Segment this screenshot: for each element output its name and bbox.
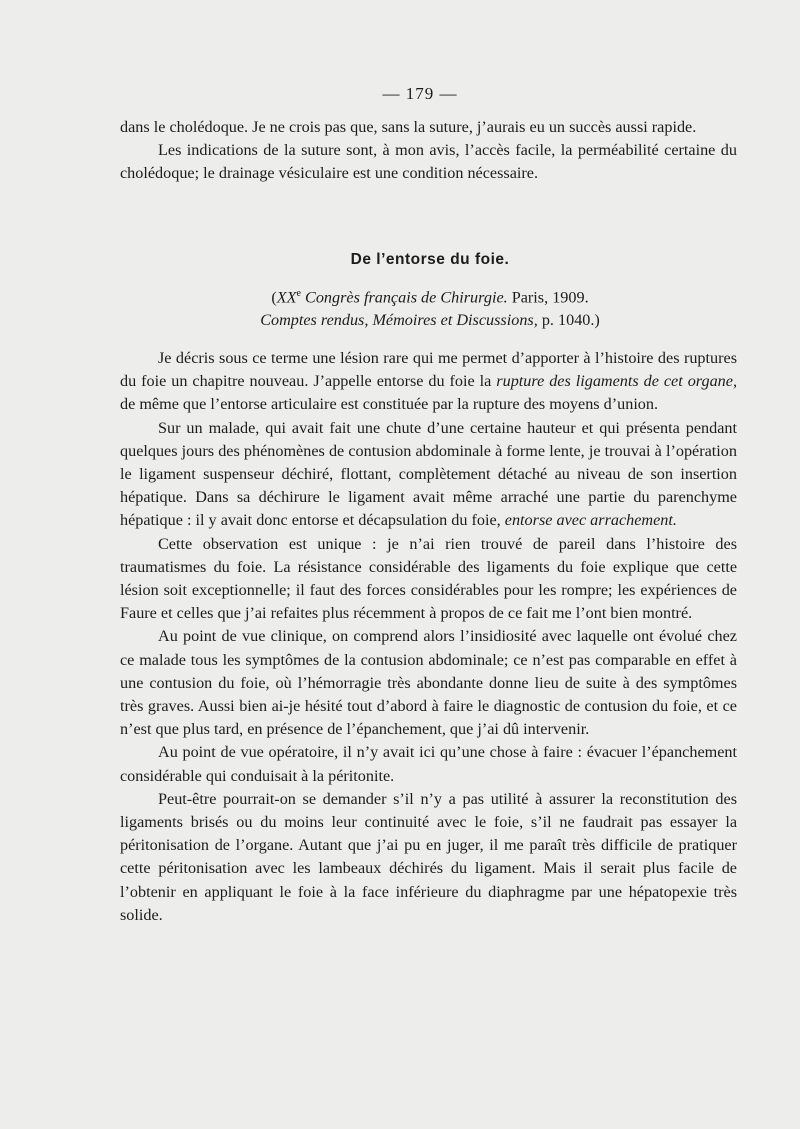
paragraph-operative: Au point de vue opératoire, il n’y avait ici qu’une chose à faire : évacuer l’épanchement considérable qui conduisait à la péritonite. [120,743,737,785]
paragraph-definition-text-end: de même que l’entorse articulaire est constituée par la rupture des moyens d’union. [120,395,659,414]
paragraph-case-text: Sur un malade, qui avait fait une chute d’une certaine hauteur et qui présenta pendant quelques jours des phénomènes de contusion abdominale à forme lente, je trouvai à l’opération le ligament suspenseur déchiré, flottant, complètement détaché au niveau de son insertion hépatique. Dans sa déchirure le ligament avait même arraché une partie du parenchyme hépatique : il y avait donc entorse et décapsulation du foie, [120,418,737,530]
paragraph-definition-text: Je décris sous ce terme une lésion rare qui me permet d’apporter à l’histoire des ruptures du foie un chapitre nouveau. J’appelle entorse du foie la [120,349,737,391]
citation-line-2 [0,309,800,332]
section-title: De l’entorse du foie. [350,251,510,268]
paragraph-clinical: Au point de vue clinique, on comprend alors l’insidiosité avec laquelle ont évolué chez ce malade tous les symptômes de la contusion abdominale; ce n’est pas comparable en effet à une contusion du foie, où l’hémorragie très abondante donne lieu de suite à des symptômes très graves. Aussi bien ai-je hésité tout d’abord à faire le diagnostic de contusion du foie, et ce n’est que plus tard, en présence de l’épanchement, que j’ai dû intervenir. [120,627,737,739]
citation-edition: XX [276,288,297,307]
paragraph-case-emphasis: entorse avec arrachement. [504,511,677,530]
paragraph-reconstitution: Peut-être pourrait-on se demander s’il n’y a pas utilité à assurer la reconstitution des ligaments brisés ou du moins leur continuité avec le foie, s’il ne faudrait pas essayer la péritonisation de l’organe. Autant que j’ai pu en juger, il me paraît très difficile de pratiquer cette péritonisation avec les lambeaux déchirés du ligament. Mais il serait plus facile de l’obtenir en appliquant le foie à la face inférieure du diaphragme par une hépatopexie très solide. [120,789,737,924]
citation-line-1 [0,282,800,309]
citation-proceedings: Comptes rendus, Mémoires et Discussions, [260,311,538,330]
citation-edition-sup: e [296,288,301,299]
paragraph-definition [120,347,737,417]
citation-congress: Congrès français de Chirurgie. [300,288,508,307]
paragraph-observation: Cette observation est unique : je n’ai rien trouvé de pareil dans l’histoire des traumatismes du foie. La résistance considérable des ligaments du foie explique que cette lésion soit exceptionnelle; il faut des forces considérables pour les rompre; les expériences de Faure et celles que j’ai refaites plus récemment à propos de ce fait me l’ont bien montré. [120,534,737,623]
citation-place-year: Paris, 1909. [507,288,589,307]
paragraph-suture-indications: Les indications de la suture sont, à mon avis, l’accès facile, la perméabilité certaine du cholédoque; le drainage vésiculaire est une condition nécessaire. [120,141,737,183]
section-citation [0,282,800,332]
citation-open-paren: ( [271,288,277,307]
citation-page-ref: p. 1040.) [537,311,600,330]
paragraph-continuation: dans le cholédoque. Je ne crois pas que, sans la suture, j’aurais eu un succès aussi rapide. [120,118,697,136]
section-body [120,347,737,927]
paragraph-definition-emphasis: rupture des ligaments de cet organe, [496,372,737,391]
continued-text [120,116,737,186]
paragraph-case [120,417,737,533]
page-number: — 179 — [382,84,458,103]
